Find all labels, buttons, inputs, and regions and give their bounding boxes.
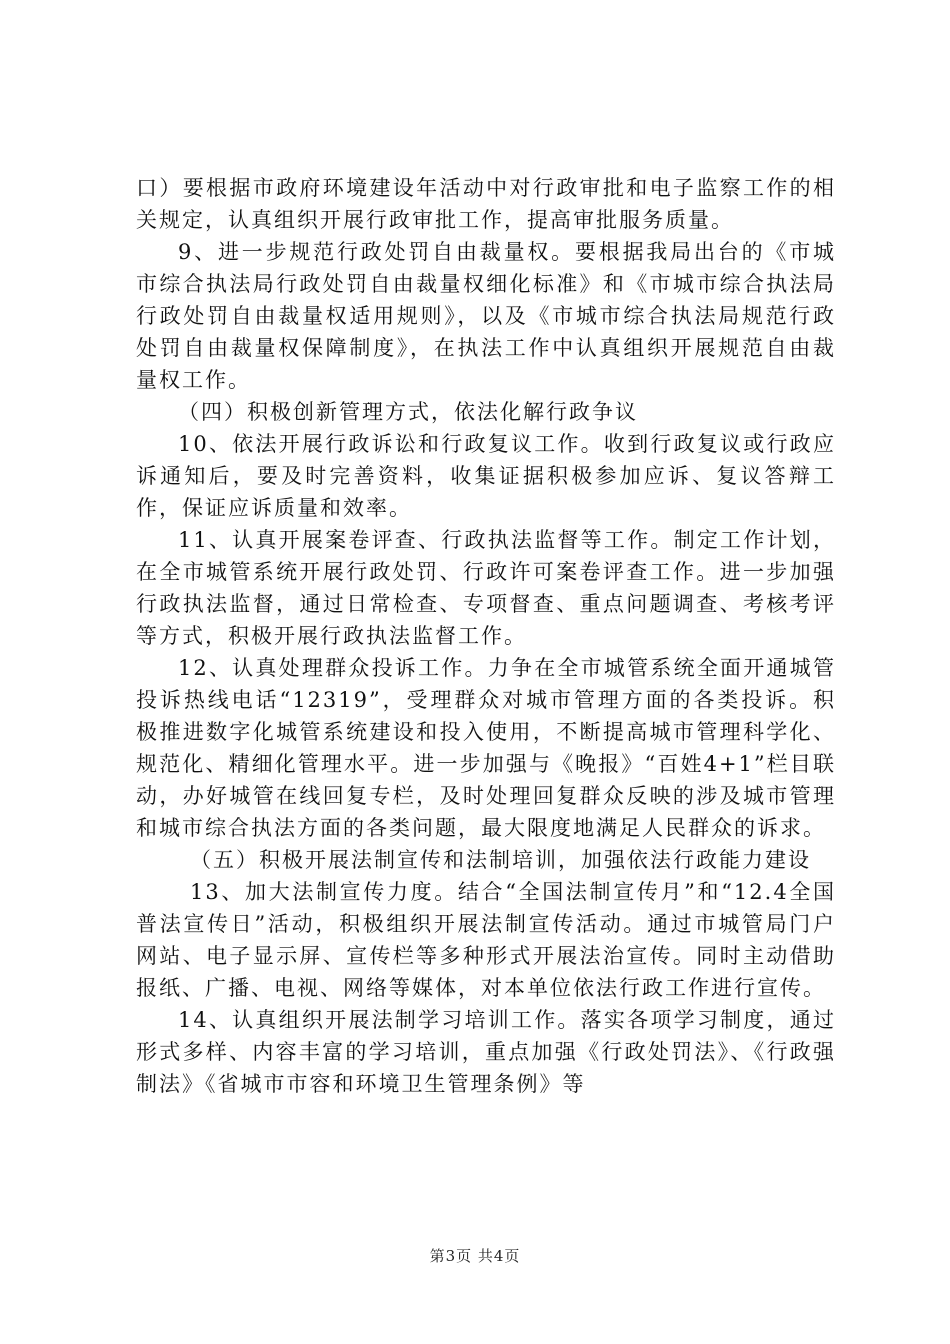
document-body bbox=[136, 172, 836, 1100]
paragraph-item-14: 14、认真组织开展法制学习培训工作。落实各项学习制度，通过形式多样、内容丰富的学习培训，重点加强《行政处罚法》、《行政强制法》《省城市市容和环境卫生管理条例》等 bbox=[136, 1008, 836, 1096]
paragraph-item-10: 10、依法开展行政诉讼和行政复议工作。收到行政复议或行政应诉通知后，要及时完善资料，收集证据积极参加应诉、复议答辩工作，保证应诉质量和效率。 bbox=[136, 432, 836, 520]
paragraph-item-13: 13、加大法制宣传力度。结合“全国法制宣传月”和“12.4全国普法宣传日”活动，积极组织开展法制宣传活动。通过市城管局门户网站、电子显示屏、宣传栏等多种形式开展法治宣传。同时主动借助报纸、广播、电视、网络等媒体，对本单位依法行政工作进行宣传。 bbox=[136, 880, 836, 1000]
paragraph-continuation: 口）要根据市政府环境建设年活动中对行政审批和电子监察工作的相关规定，认真组织开展行政审批工作，提高审批服务质量。 bbox=[136, 176, 836, 232]
page-number-footer: 第3页 共4页 bbox=[429, 1247, 521, 1265]
paragraph-item-9: 9、进一步规范行政处罚自由裁量权。要根据我局出台的《市城市综合执法局行政处罚自由裁量权细化标准》和《市城市综合执法局行政处罚自由裁量权适用规则》，以及《市城市综合执法局规范行政处罚自由裁量权保障制度》，在执法工作中认真组织开展规范自由裁量权工作。 bbox=[136, 240, 836, 392]
paragraph-item-11: 11、认真开展案卷评查、行政执法监督等工作。制定工作计划，在全市城管系统开展行政处罚、行政许可案卷评查工作。进一步加强行政执法监督，通过日常检查、专项督查、重点问题调查、考核考评等方式，积极开展行政执法监督工作。 bbox=[136, 528, 836, 648]
section-heading-4: （四）积极创新管理方式，依法化解行政争议 bbox=[178, 400, 638, 424]
section-heading-5: （五）积极开展法制宣传和法制培训，加强依法行政能力建设 bbox=[190, 848, 811, 872]
paragraph-item-12: 12、认真处理群众投诉工作。力争在全市城管系统全面开通城管投诉热线电话“12319”，受理群众对城市管理方面的各类投诉。积极推进数字化城管系统建设和投入使用，不断提高城市管理科学化、规范化、精细化管理水平。进一步加强与《晚报》“百姓4+1”栏目联动，办好城管在线回复专栏，及时处理回复群众反映的涉及城市管理和城市综合执法方面的各类问题，最大限度地满足人民群众的诉求。 bbox=[136, 656, 836, 840]
